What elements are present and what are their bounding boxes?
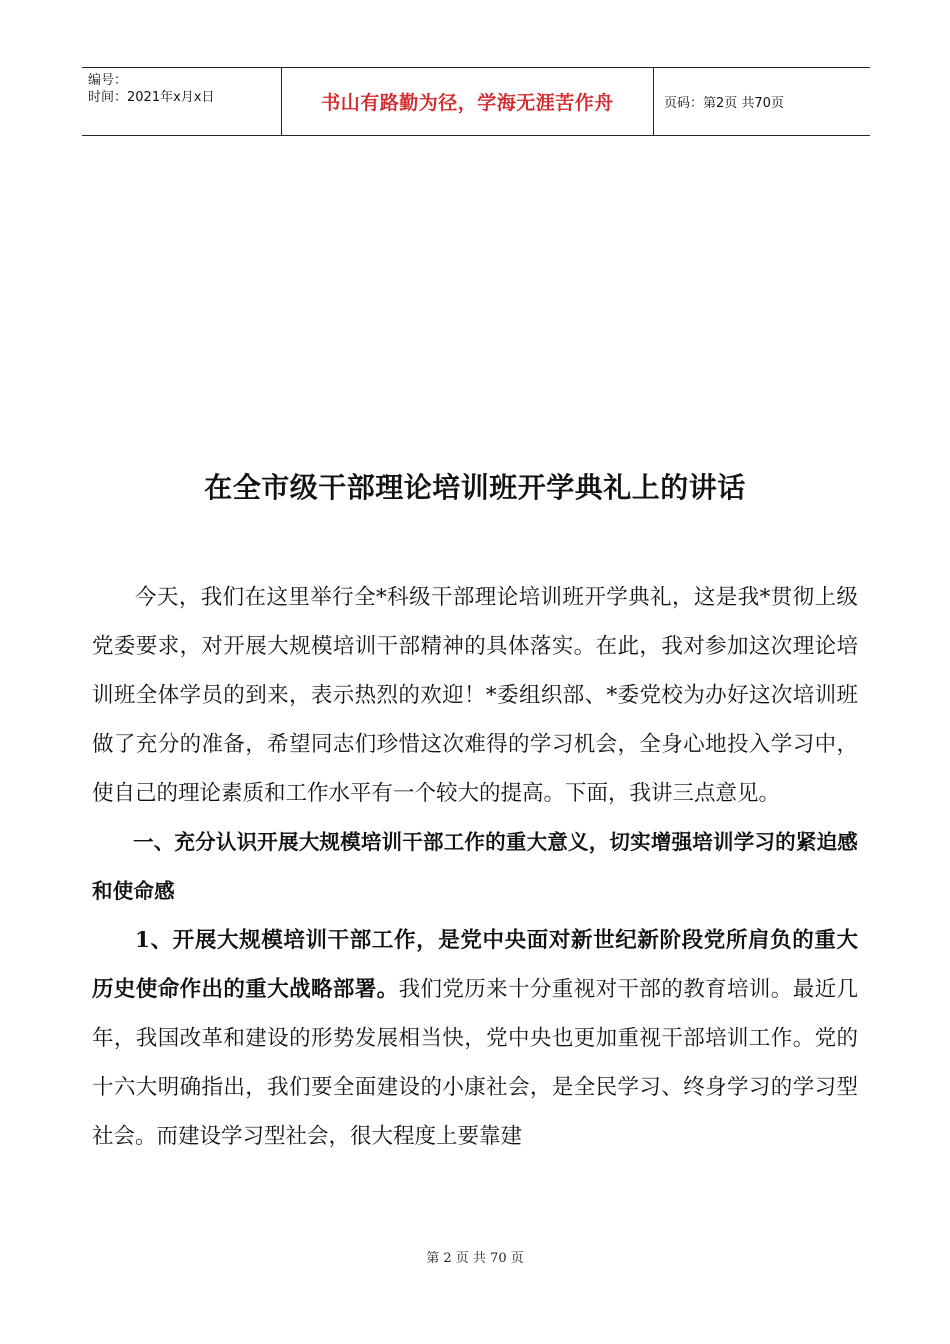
header-meta-cell [82,68,282,135]
document-time-label: 时间：2021年x月x日 [88,90,215,105]
document-title: 在全市级干部理论培训班开学典礼上的讲话 [204,471,746,504]
header-page-info: 页码：第2页 共70页 [664,96,784,111]
point-1-text: 我们党历来十分重视对干部的教育培训。最近几年，我国改革和建设的形势发展相当快，党中央也更加重视干部培训工作。党的十六大明确指出，我们要全面建设的小康社会，是全民学习、终身学习的学习型社会。而建设学习型社会，很大程度上要靠建 [92,977,858,1149]
point-paragraph-1 [92,916,858,1161]
document-header-table [82,67,870,136]
document-body [92,573,858,1161]
header-motto: 书山有路勤为径，学海无涯苦作舟 [282,68,654,135]
section-heading-1: 一、充分认识开展大规模培训干部工作的重大意义，切实增强培训学习的紧迫感和使命感 [92,830,858,903]
intro-paragraph: 今天，我们在这里举行全*科级干部理论培训班开学典礼，这是我*贯彻上级党委要求，对开展大规模培训干部精神的具体落实。在此，我对参加这次理论培训班全体学员的到来，表示热烈的欢迎！*委组织部、*委党校为办好这次培训班做了充分的准备，希望同志们珍惜这次难得的学习机会，全身心地投入学习中，使自己的理论素质和工作水平有一个较大的提高。下面，我讲三点意见。 [92,585,858,806]
document-number-label: 编号： [88,73,128,88]
point-1-bold-lead: 1、开展大规模培训干部工作，是党中央面对新世纪新阶段党所肩负的重大历史使命作出的重大战略部署。 [92,928,858,1002]
page-footer: 第 2 页 共 70 页 [426,1251,524,1266]
